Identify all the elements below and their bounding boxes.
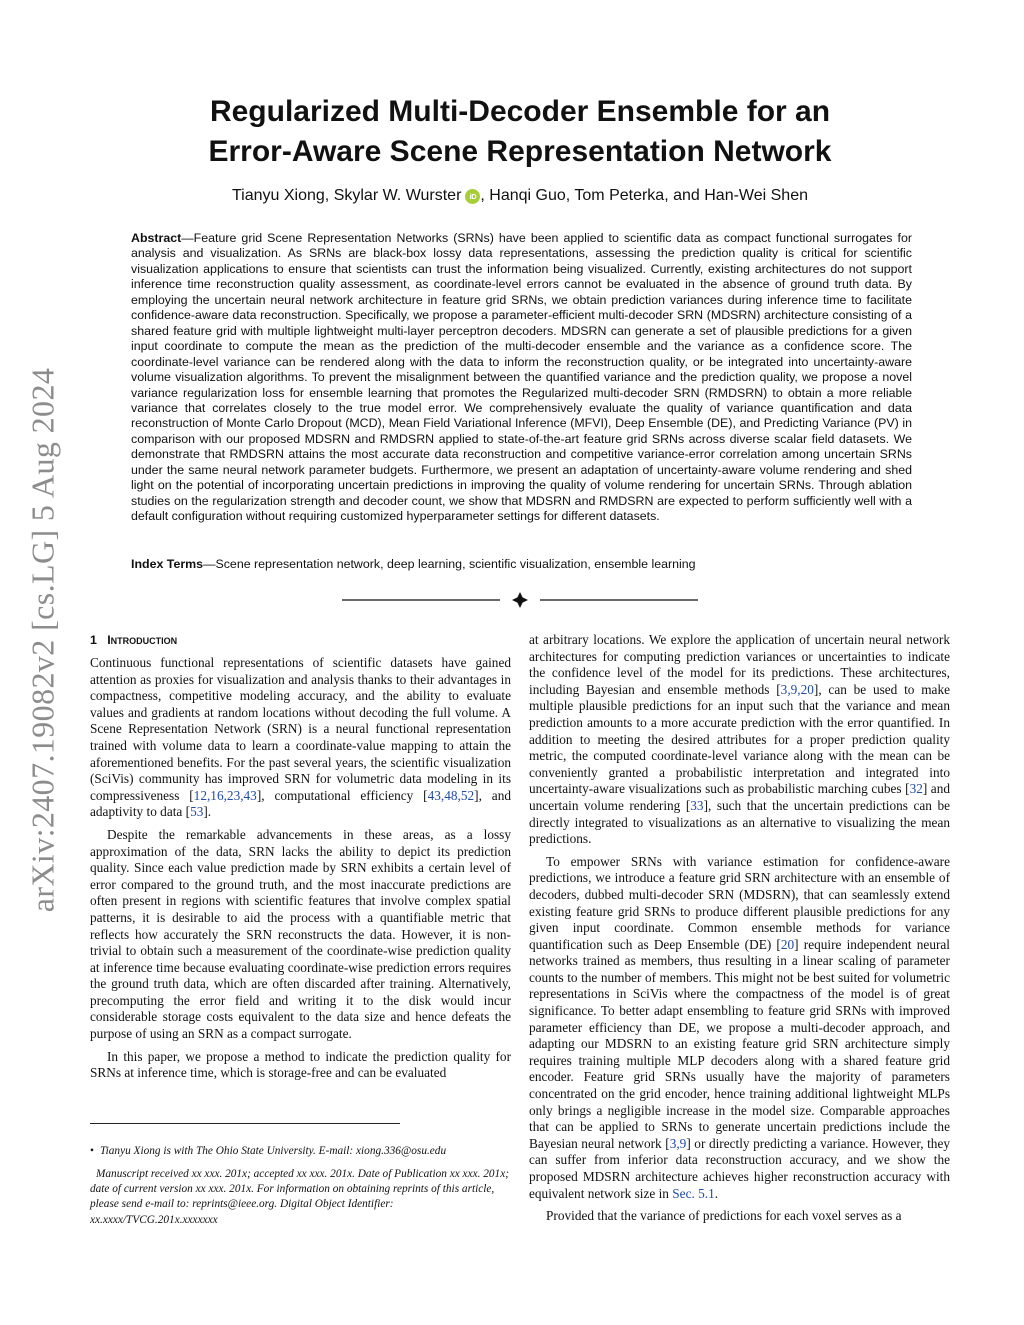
author-list	[140, 185, 900, 207]
right-p1-text-4: ], such that the uncertain predictions can be directly integrated to visualizations as an alternative to visualizing the mean predictions.	[529, 797, 950, 847]
index-terms-label: Index Terms	[131, 557, 204, 571]
left-paragraph-2: Despite the remarkable advancements in these areas, as a lossy approximation of the data, SRN lacks the ability to depict its prediction quality. Since each value prediction made by SRN exhibits a certain level of error compared to the ground truth, and the most inaccurate predictions are often present in regions with scientific features that involve complex spatial patterns, it is desirable to aid the process with a quantifiable metric that reflects how accurately the SRN reconstructs the data. However, it is non-trivial to obtain such a measurement of the coordinate-wise prediction quality at inference time because evaluating coordinate-wise prediction errors requires the ground truth data, which are often discarded after training. Alternatively, precomputing the error field and writing it to the disk would incur considerable storage costs equivalent to the data size and hence defeats the purpose of using an SRN as a compact surrogate.	[90, 826, 511, 1042]
section-divider	[342, 592, 698, 608]
right-p2-text-4: .	[714, 1185, 719, 1201]
left-p1-text-2: ], computational efficiency [	[256, 787, 428, 803]
left-p1-text-3: ], and adaptivity to data [	[90, 787, 511, 820]
divider-star-icon	[512, 592, 528, 608]
citation-link[interactable]: 3,9,20	[780, 681, 814, 697]
paper-title	[140, 92, 900, 172]
left-paragraph-1	[90, 655, 511, 821]
left-p1-text-4: ].	[203, 804, 212, 820]
abstract	[131, 231, 912, 525]
right-p2-text-3: ] or directly predicting a variance. However, they can suffer from inferior data reconstruction accuracy, and we show the proposed MDSRN architecture achieves higher reconstruction accuracy with equivalent network size in	[529, 1135, 951, 1201]
footnote-affiliation-text: Tianyu Xiong is with The Ohio State University. E-mail: xiong.336@osu.edu	[99, 1145, 447, 1157]
right-p1-text-3: ] and uncertain volume rendering [	[529, 781, 951, 813]
right-paragraph-2	[529, 854, 950, 1202]
citation-link[interactable]: 12,16,23,43	[193, 787, 257, 803]
citation-link[interactable]: 53	[190, 804, 204, 820]
right-paragraph-3: Provided that the variance of predictions for each voxel serves as a	[546, 1208, 902, 1224]
footnote-rule	[90, 1123, 400, 1124]
footnote-affiliation	[90, 1144, 511, 1159]
title-line-2: Error-Aware Scene Representation Network	[208, 135, 832, 168]
section-title: Introduction	[107, 633, 178, 647]
citation-link[interactable]: 32	[909, 781, 923, 797]
orcid-icon[interactable]: iD	[465, 189, 480, 204]
right-p1-text-1: at arbitrary locations. We explore the application of uncertain neural network architectures for computing prediction variances or uncertainties to indicate the confidence level of the model for its predictions. These architectures, including Bayesian and ensemble methods [	[529, 632, 950, 697]
left-p1-text-1: Continuous functional representations of scientific datasets have gained attention as proxies for visualization and analysis thanks to their advantages in compactness, competitive modeling accuracy, and the ability to evaluate values and gradients at random locations without decoding the full volume. A Scene Representation Network (SRN) is a neural functional representation trained with volume data to learn a coordinate-value mapping to attain the aforementioned benefits. For the past several years, the scientific visualization (SciVis) community has improved SRN for volumetric data modeling in its compressiveness [	[90, 655, 511, 803]
abstract-text: —Feature grid Scene Representation Networks (SRNs) have been applied to scientific data as compact functional surrogates for analysis and visualization. As SRNs are black-box lossy data representations, assessing the prediction quality is critical for scientific visualization applications to ensure that scientists can trust the information being visualized. Currently, existing architectures do not support inference time reconstruction quality assessment, as coordinate-level errors cannot be evaluated in the absence of ground truth data. By employing the uncertain neural network architecture in feature grid SRNs, we obtain prediction variances during inference time to facilitate confidence-aware data reconstruction. Specifically, we propose a parameter-efficient multi-decoder SRN (MDSRN) architecture consisting of a shared feature grid with multiple lightweight multi-layer perceptron decoders. MDSRN can generate a set of plausible predictions for a given input coordinate to compute the mean as the prediction of the multi-decoder ensemble and the variance as a confidence score. The coordinate-level variance can be rendered along with the data to inform the reconstruction quality, or be integrated into uncertainty-aware volume visualization algorithms. To prevent the misalignment between the quantified variance and the prediction quality, we propose a novel variance regularization loss for ensemble learning that promotes the Regularized multi-decoder SRN (RMDSRN) to obtain a more reliable variance that correlates closely to the true model error. We comprehensively evaluate the quality of variance quantification and data reconstruction of Monte Carlo Dropout (MCD), Mean Field Variational Inference (MFVI), Deep Ensemble (DE), and Predicting Variance (PV) in comparison with our proposed MDSRN and RMDSRN applied to state-of-the-art feature grid SRNs across diverse scalar field datasets. We demonstrate that RMDSRN attains the most accurate data reconstruction and competitive variance-error correlation among uncertain SRNs under the same neural network parameter budgets. Furthermore, we present an adaptation of uncertainty-aware volume rendering and shed light on the potential of incorporating uncertain predictions in improving the quality of volume rendering for uncertain SRNs. Through ablation studies on the regularization strength and decoder count, we show that MDSRN and RMDSRN are expected to perform sufficiently well with a default configuration without requiring customized hyperparameter settings for different datasets.	[131, 231, 912, 524]
left-column	[90, 655, 511, 1082]
section-reference-link[interactable]: Sec. 5.1	[672, 1185, 715, 1201]
section-number: 1	[90, 633, 97, 647]
citation-link[interactable]: 3,9	[669, 1135, 687, 1151]
right-p2-text-2: ] require independent neural networks trained as members, thus resulting in a linear scaling of parameter counts to the number of members. This might not be best suited for volumetric representations in SciVis where the compactness of the model is of great significance. To better adapt ensembling to feature grid SRNs with improved parameter efficiency than DE, we propose a multi-decoder approach, and adapting our MDSRN to an existing feature grid SRN architecture simply requires training multiple MLP decoders along with a shared feature grid encoder. Feature grid SRNs usually have the majority of parameters concentrated on the grid encoder, hence training additional lightweight MLPs only brings a negligible increase in the model size. Comparable approaches that can be applied to SRNs to generate uncertain predictions include the Bayesian neural network [	[529, 936, 950, 1151]
abstract-label: Abstract	[131, 231, 182, 245]
authors-part-2: , Hanqi Guo, Tom Peterka, and Han-Wei Shen	[480, 187, 808, 204]
title-line-1: Regularized Multi-Decoder Ensemble for an	[209, 95, 831, 128]
citation-link[interactable]: 20	[780, 936, 795, 952]
index-terms	[131, 557, 912, 572]
right-p2-text-1: To empower SRNs with variance estimation for confidence-aware predictions, we introduce a feature grid SRN architecture with an ensemble of decoders, dubbed multi-decoder SRN (MDSRN), that can seamlessly extend existing feature grid SRNs to produce different plausible predictions for any given input coordinate. Common ensemble methods for variance quantification such as Deep Ensemble (DE) [	[529, 853, 950, 952]
right-paragraph-1	[529, 632, 950, 848]
bullet-icon: •	[90, 1145, 94, 1157]
citation-link[interactable]: 33	[690, 797, 704, 813]
footnote-manuscript: Manuscript received xx xxx. 201x; accepted xx xxx. 201x. Date of Publication xx xxx. 201x; date of current version xx xxx. 201x. For information on obtaining reprints of this article, please send e-mail to: reprints@ieee.org. Digital Object Identifier: xx.xxxx/TVCG.201x.xxxxxxx	[90, 1168, 509, 1226]
right-p1-text-2: ], can be used to make multiple plausible predictions for an input such that the variance and mean prediction amounts to a more accurate prediction with the error quantified. In addition to meeting the desired attributes for a proper prediction quality metric, the computed coordinate-level variance along with the mean can be conveniently granted a probabilistic interpretation and integrated into uncertainty-aware visualizations such as probabilistic marching cubes [	[529, 681, 950, 797]
left-paragraph-3: In this paper, we propose a method to indicate the prediction quality for SRNs at inference time, which is storage-free and can be evaluated	[90, 1048, 511, 1081]
right-column	[529, 632, 950, 1225]
section-heading-introduction	[90, 632, 511, 648]
arxiv-identifier-stamp[interactable]: arXiv:2407.19082v2 [cs.LG] 5 Aug 2024	[24, 367, 61, 913]
citation-link[interactable]: 43,48,52	[427, 787, 475, 803]
index-terms-text: —Scene representation network, deep learning, scientific visualization, ensemble learning	[203, 557, 696, 571]
authors-part-1: Tianyu Xiong, Skylar W. Wurster	[232, 187, 462, 204]
